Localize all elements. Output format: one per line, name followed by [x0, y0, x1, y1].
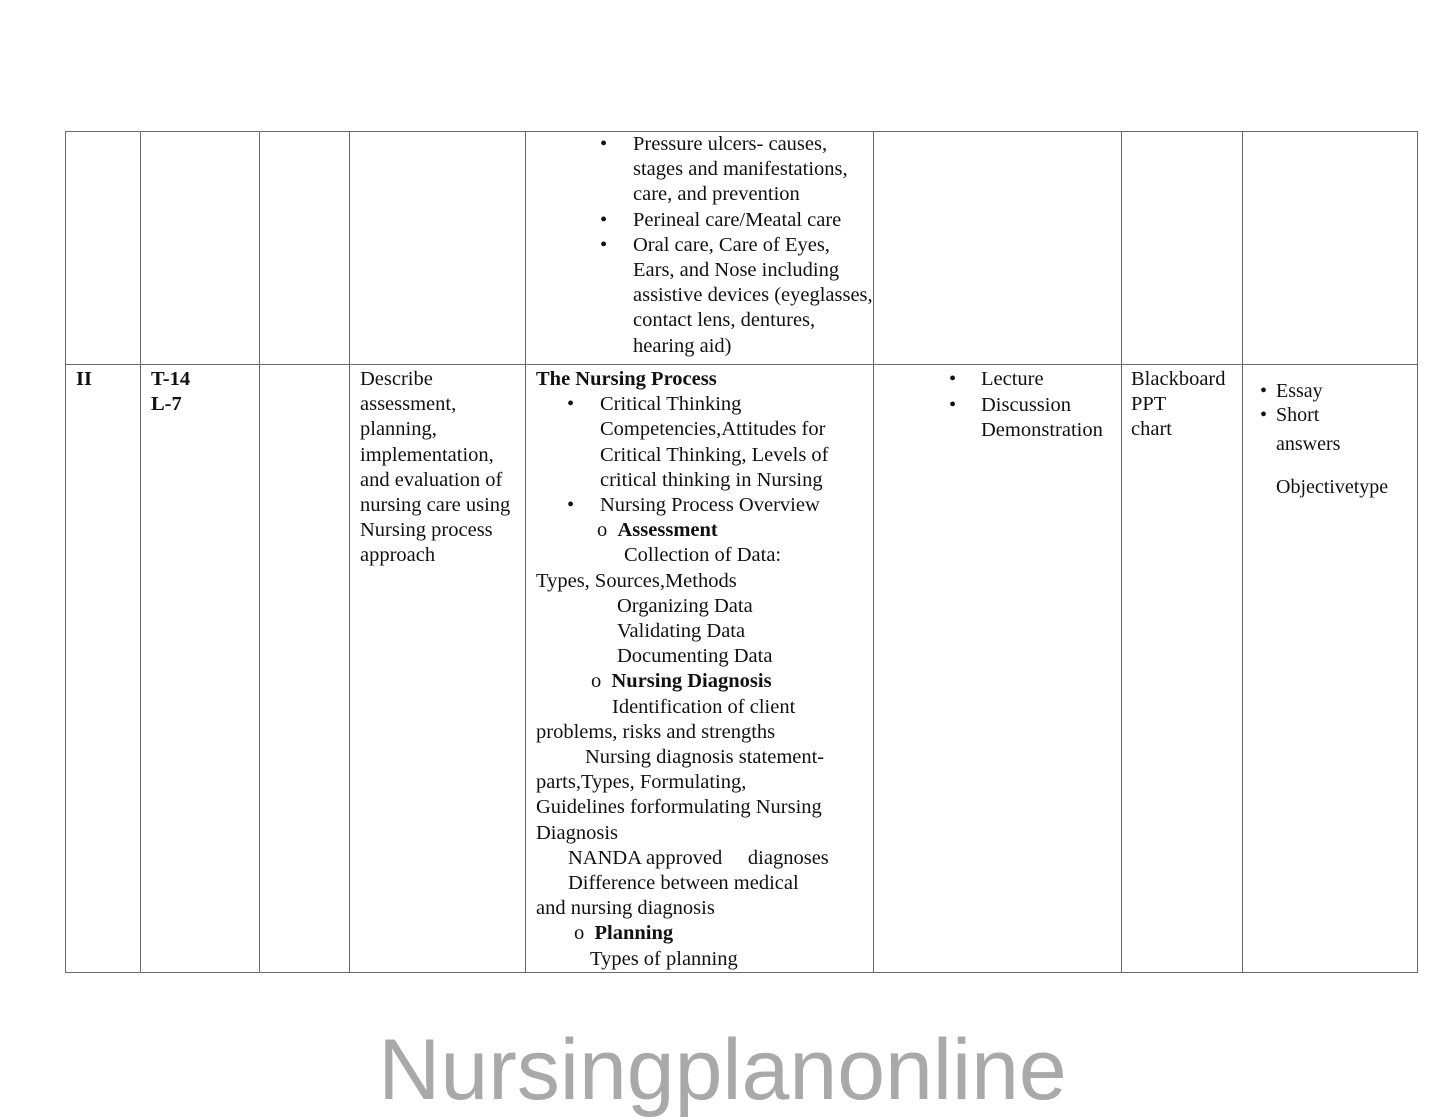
aid-item: Blackboard [1131, 368, 1226, 390]
content-cell-continued [526, 132, 874, 365]
table-row-continued [66, 132, 1418, 365]
time-theory: T-14 [151, 368, 191, 390]
assessment-title: Assessment [617, 519, 718, 542]
objective-cell-empty [350, 132, 526, 365]
list-item: • Short [1251, 403, 1409, 427]
assessment-line: Types, Sources,Methods [536, 569, 737, 592]
list-item: • Oral care, Care of Eyes, Ears, and Nose including assistive devices (eyeglasses, contact lens, dentures, hearing aid) [536, 233, 873, 359]
syllabus-table [65, 131, 1418, 973]
teaching-methods-list [874, 367, 1121, 418]
objective-text: Describe assessment, planning, implementation, and evaluation of nursing care using Nursing process approach [360, 368, 511, 567]
planning-heading [536, 921, 863, 946]
evaluation-cell [1243, 365, 1418, 973]
assessment-line: Collection of Data: [624, 544, 782, 567]
teaching-cell-empty [874, 132, 1122, 365]
aid-item: chart [1131, 418, 1172, 441]
diagnosis-heading [536, 669, 863, 694]
teaching-methods-cell [874, 365, 1122, 973]
planning-line: Types of planning [590, 947, 738, 970]
sub-marker: o [574, 922, 585, 945]
list-item: • Pressure ulcers- causes, stages and manifestations, care, and prevention [536, 132, 873, 208]
assessment-line: Documenting Data [617, 645, 773, 668]
time-lab: L-7 [151, 393, 182, 416]
unit-cell [66, 365, 141, 973]
list-item: • Lecture [874, 367, 1121, 392]
evaluation-line: Objectivetype [1276, 476, 1389, 499]
aids-cell [1122, 365, 1243, 973]
list-item: • Essay [1251, 379, 1409, 403]
evaluation-line: answers [1276, 433, 1341, 455]
planning-title: Planning [594, 922, 674, 945]
content-list-continued [526, 132, 873, 359]
sub-marker: o [591, 670, 602, 693]
assessment-line: Organizing Data [617, 594, 753, 617]
diagnosis-title: Nursing Diagnosis [611, 670, 772, 693]
list-item: • Critical Thinking Competencies,Attitudes for Critical Thinking, Levels of critical thinking in Nursing [536, 392, 863, 493]
watermark-text: Nursingplanonline [378, 1022, 1067, 1118]
content-title: The Nursing Process [536, 368, 717, 390]
blank-cell-empty [260, 132, 350, 365]
table-row-unit-2 [66, 365, 1418, 973]
evaluation-list [1251, 379, 1409, 427]
sub-marker: o [597, 519, 608, 542]
list-item: • Nursing Process Overview [536, 493, 863, 518]
content-bullets [536, 392, 863, 518]
content-cell [526, 365, 874, 973]
assessment-line: Validating Data [617, 620, 746, 643]
unit-number: II [76, 368, 92, 390]
assessment-heading [536, 518, 863, 543]
diagnosis-line: Identification of client [612, 695, 796, 718]
blank-cell [260, 365, 350, 973]
diagnosis-line: problems, risks and strengths [536, 720, 776, 743]
teaching-method-extra: Demonstration [981, 419, 1103, 442]
list-item: • Discussion [874, 393, 1121, 418]
diagnosis-line: Nursing diagnosis statement- [585, 746, 825, 769]
evaluation-cell-empty [1243, 132, 1418, 365]
list-item: • Perineal care/Meatal care [536, 208, 873, 233]
diagnosis-line: NANDA approved diagnoses [568, 846, 829, 869]
diagnosis-line: parts,Types, Formulating, [536, 771, 747, 794]
diagnosis-line: Difference between medical [568, 872, 799, 895]
diagnosis-line: Diagnosis [536, 821, 618, 844]
diagnosis-line: Guidelines forformulating Nursing [536, 796, 822, 819]
time-cell-empty [141, 132, 260, 365]
objective-cell [350, 365, 526, 973]
unit-cell-empty [66, 132, 141, 365]
time-cell [141, 365, 260, 973]
aids-cell-empty [1122, 132, 1243, 365]
aid-item: PPT [1131, 393, 1167, 416]
diagnosis-line: and nursing diagnosis [536, 897, 715, 920]
